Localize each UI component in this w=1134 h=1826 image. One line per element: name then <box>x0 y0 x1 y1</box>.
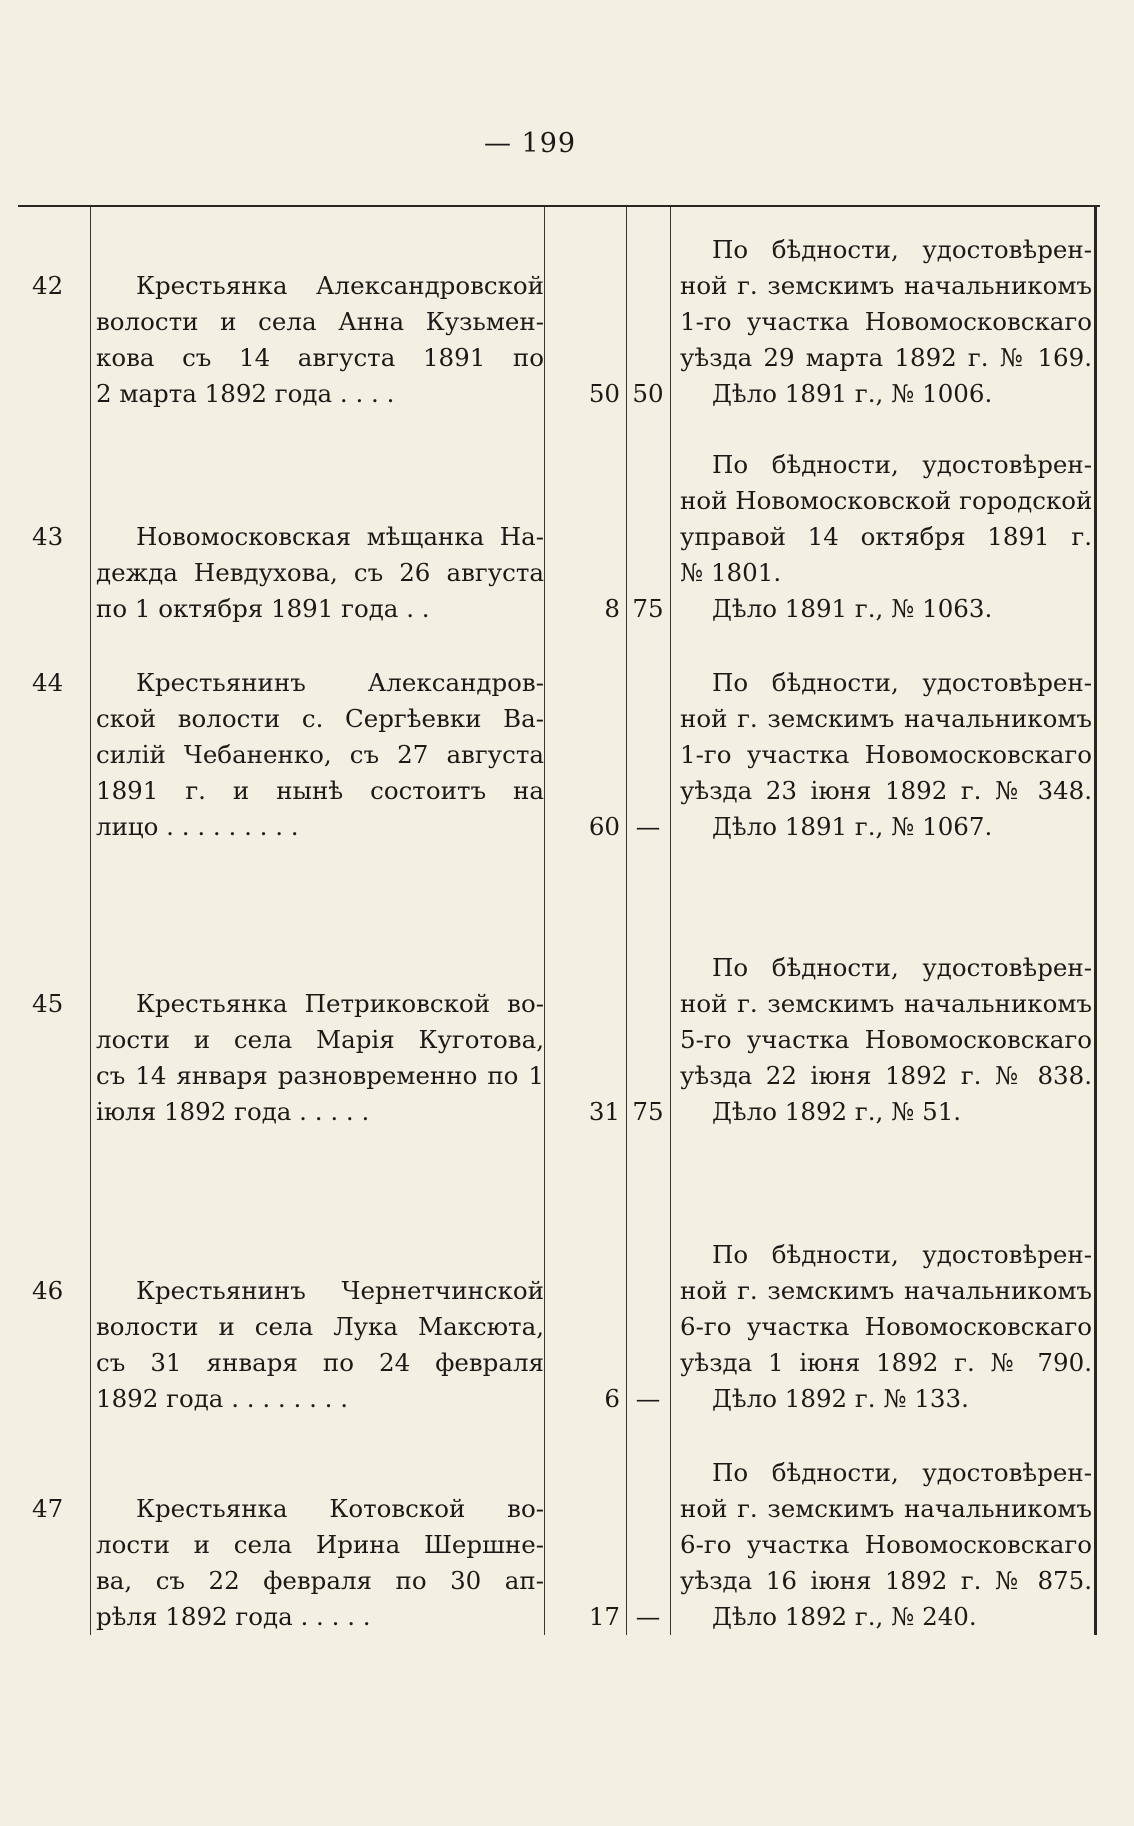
register-table <box>18 205 1100 1635</box>
amount-kopecks: 50 <box>632 379 664 408</box>
case-reference: Дѣло 1891 г., № 1006. <box>712 379 993 408</box>
description-line: съ 31 января по 24 февраля <box>96 1348 544 1377</box>
description-line: Крестьянка Александровской <box>136 271 544 300</box>
note-line: 6-го участка Новомосковскаго <box>680 1312 1092 1341</box>
page-number: — 199 <box>483 128 577 159</box>
description-line: ской волости с. Сергѣевки Ва- <box>96 704 544 733</box>
column-divider-rubles <box>626 207 627 1635</box>
case-reference: Дѣло 1891 г., № 1067. <box>712 812 993 841</box>
description-line: силій Чебаненко, съ 27 августа <box>96 740 544 769</box>
entry-number: 47 <box>32 1494 64 1523</box>
description-line: Новомосковская мѣщанка На- <box>136 522 544 551</box>
note-line: По бѣдности, удостовѣрен- <box>712 953 1092 982</box>
description-line: кова съ 14 августа 1891 по <box>96 343 544 372</box>
note-line: По бѣдности, удостовѣрен- <box>712 235 1092 264</box>
note-line: По бѣдности, удостовѣрен- <box>712 668 1092 697</box>
amount-rubles: 8 <box>604 594 620 623</box>
note-line: управой 14 октября 1891 г. <box>680 522 1092 551</box>
description-line: 2 марта 1892 года . . . . <box>96 379 395 408</box>
description-line: ва, съ 22 февраля по 30 ап- <box>96 1566 544 1595</box>
entry-note <box>680 447 1092 627</box>
note-line: уѣзда 29 марта 1892 г. № 169. <box>680 343 1092 372</box>
description-line: по 1 октября 1891 года . . <box>96 594 430 623</box>
case-reference: Дѣло 1892 г., № 51. <box>712 1097 962 1126</box>
description-line: Крестьянка Петриковской во- <box>136 989 544 1018</box>
note-line: 1-го участка Новомосковскаго <box>680 307 1092 336</box>
column-divider-kopecks <box>670 207 671 1635</box>
case-reference: Дѣло 1892 г. № 133. <box>712 1384 969 1413</box>
amount-rubles: 50 <box>588 379 620 408</box>
description-line: волости и села Анна Кузьмен- <box>96 307 544 336</box>
entry-note <box>680 1455 1092 1635</box>
description-line: лости и села Ирина Шершне- <box>96 1530 544 1559</box>
entry-number: 45 <box>32 989 64 1018</box>
entry-note <box>680 665 1092 845</box>
case-reference: Дѣло 1891 г., № 1063. <box>712 594 993 623</box>
amount-kopecks: — <box>635 1384 661 1413</box>
amount-rubles: 17 <box>588 1602 620 1631</box>
entry-note <box>680 950 1092 1130</box>
description-line: съ 14 января разновременно по 1 <box>96 1061 544 1090</box>
note-line: По бѣдности, удостовѣрен- <box>712 450 1092 479</box>
amount-kopecks: 75 <box>632 1097 664 1126</box>
description-line: рѣля 1892 года . . . . . <box>96 1602 371 1631</box>
note-line: ной г. земскимъ начальникомъ <box>680 1276 1092 1305</box>
note-line: 5-го участка Новомосковскаго <box>680 1025 1092 1054</box>
note-line: № 1801. <box>680 558 782 587</box>
note-line: уѣзда 23 іюня 1892 г. № 348. <box>680 776 1092 805</box>
amount-kopecks: — <box>635 1602 661 1631</box>
note-line: ной г. земскимъ начальникомъ <box>680 704 1092 733</box>
entry-description <box>96 986 544 1130</box>
description-line: іюля 1892 года . . . . . <box>96 1097 370 1126</box>
note-line: По бѣдности, удостовѣрен- <box>712 1458 1092 1487</box>
column-divider-number <box>90 207 91 1635</box>
entry-description <box>96 519 544 627</box>
amount-kopecks: 75 <box>632 594 664 623</box>
entry-description <box>96 1273 544 1417</box>
amount-rubles: 60 <box>588 812 620 841</box>
note-line: уѣзда 16 іюня 1892 г. № 875. <box>680 1566 1092 1595</box>
table-top-rule <box>18 205 1100 207</box>
description-line: Крестьянинъ Чернетчинской <box>136 1276 544 1305</box>
note-line: ной г. земскимъ начальникомъ <box>680 989 1092 1018</box>
case-reference: Дѣло 1892 г., № 240. <box>712 1602 977 1631</box>
note-line: ной г. земскимъ начальникомъ <box>680 271 1092 300</box>
amount-rubles: 31 <box>588 1097 620 1126</box>
description-line: лицо . . . . . . . . . <box>96 812 299 841</box>
entry-description <box>96 665 544 845</box>
note-line: По бѣдности, удостовѣрен- <box>712 1240 1092 1269</box>
note-line: ной г. земскимъ начальникомъ <box>680 1494 1092 1523</box>
description-line: 1892 года . . . . . . . . <box>96 1384 349 1413</box>
note-line: ной Новомосковской городской <box>680 486 1092 515</box>
entry-number: 42 <box>32 271 64 300</box>
entry-note <box>680 232 1092 412</box>
entry-note <box>680 1237 1092 1417</box>
description-line: лости и села Марія Куготова, <box>96 1025 544 1054</box>
amount-rubles: 6 <box>604 1384 620 1413</box>
amount-kopecks: — <box>635 812 661 841</box>
note-line: уѣзда 1 іюня 1892 г. № 790. <box>680 1348 1092 1377</box>
description-line: Крестьянка Котовской во- <box>136 1494 544 1523</box>
entry-description <box>96 268 544 412</box>
note-line: 1-го участка Новомосковскаго <box>680 740 1092 769</box>
note-line: 6-го участка Новомосковскаго <box>680 1530 1092 1559</box>
entry-number: 43 <box>32 522 64 551</box>
description-line: 1891 г. и нынѣ состоитъ на <box>96 776 544 805</box>
description-line: Крестьянинъ Александров- <box>136 668 544 697</box>
column-divider-description <box>544 207 545 1635</box>
entry-number: 44 <box>32 668 64 697</box>
entry-description <box>96 1491 544 1635</box>
description-line: дежда Невдухова, съ 26 августа <box>96 558 544 587</box>
description-line: волости и села Лука Максюта, <box>96 1312 544 1341</box>
note-line: уѣзда 22 іюня 1892 г. № 838. <box>680 1061 1092 1090</box>
entry-number: 46 <box>32 1276 64 1305</box>
table-right-border <box>1094 207 1097 1635</box>
